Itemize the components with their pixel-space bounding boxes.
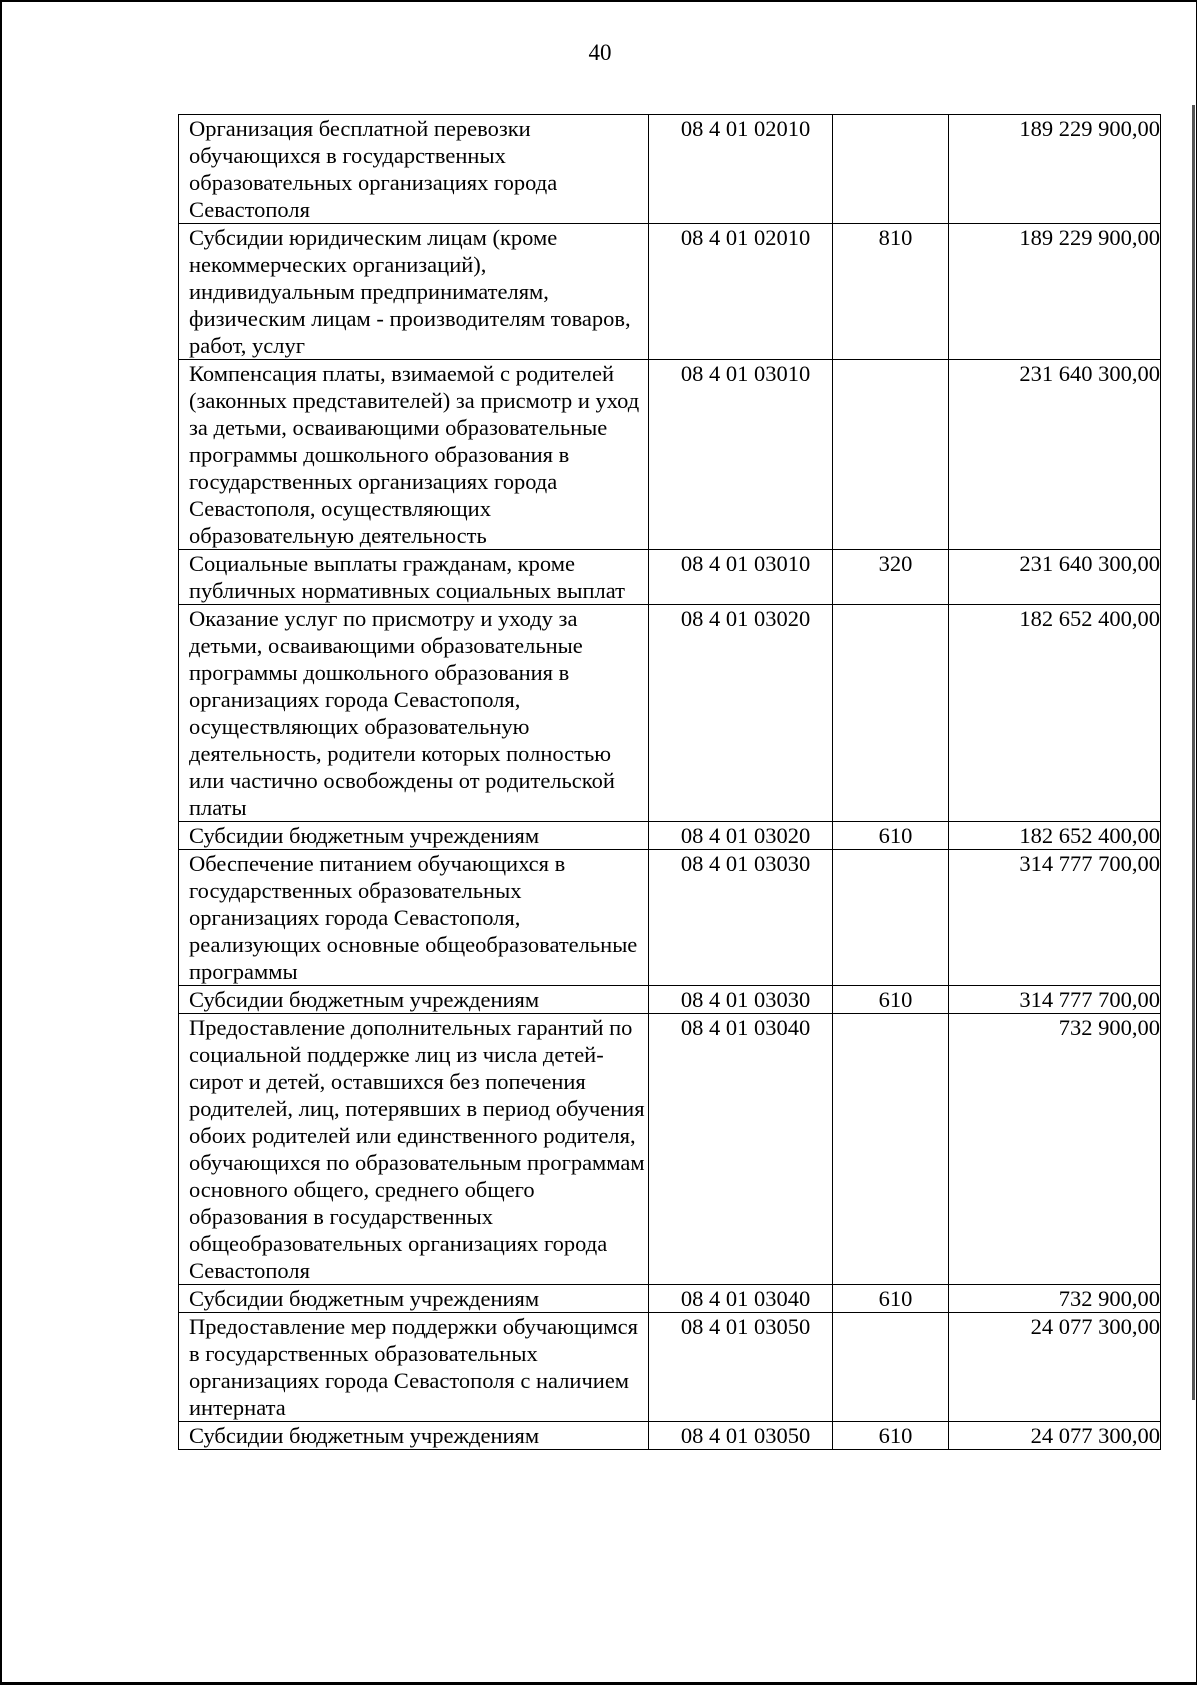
table-row (179, 822, 1161, 850)
target-article-code-cell: 08 4 01 03050 (649, 1422, 833, 1450)
expense-name-cell: Организация бесплатной перевозки обучающихся в государственных образовательных организациях города Севастополя (179, 115, 649, 224)
target-article-code-cell: 08 4 01 03050 (649, 1313, 833, 1422)
table-row (179, 1014, 1161, 1285)
table-row (179, 115, 1161, 224)
expense-type-code-cell (833, 850, 949, 986)
amount-cell: 24 077 300,00 (949, 1313, 1161, 1422)
table-row (179, 850, 1161, 986)
expense-type-code-cell: 610 (833, 822, 949, 850)
page-number: 40 (588, 40, 612, 65)
amount-cell: 189 229 900,00 (949, 115, 1161, 224)
table-row (179, 224, 1161, 360)
expense-name-cell: Оказание услуг по присмотру и уходу за детьми, осваивающими образовательные программы дошкольного образования в организациях города Севастополя, осуществляющих образовательную деятельность, родители которых полностью или частично освобождены от родительской платы (179, 605, 649, 822)
expense-name-cell: Социальные выплаты гражданам, кроме публичных нормативных социальных выплат (179, 550, 649, 605)
expense-name-cell: Субсидии бюджетным учреждениям (179, 822, 649, 850)
target-article-code-cell: 08 4 01 03030 (649, 850, 833, 986)
amount-cell: 231 640 300,00 (949, 360, 1161, 550)
table-row (179, 605, 1161, 822)
expense-name-cell: Субсидии юридическим лицам (кроме некоммерческих организаций), индивидуальным предпринимателям, физическим лицам - производителям товаров, работ, услуг (179, 224, 649, 360)
target-article-code-cell: 08 4 01 02010 (649, 115, 833, 224)
expense-type-code-cell (833, 1313, 949, 1422)
expense-type-code-cell: 610 (833, 1422, 949, 1450)
amount-cell: 314 777 700,00 (949, 850, 1161, 986)
target-article-code-cell: 08 4 01 03020 (649, 605, 833, 822)
amount-cell: 314 777 700,00 (949, 986, 1161, 1014)
expense-type-code-cell (833, 360, 949, 550)
expense-type-code-cell: 320 (833, 550, 949, 605)
expense-name-cell: Субсидии бюджетным учреждениям (179, 1422, 649, 1450)
target-article-code-cell: 08 4 01 03030 (649, 986, 833, 1014)
amount-cell: 182 652 400,00 (949, 822, 1161, 850)
amount-cell: 24 077 300,00 (949, 1422, 1161, 1450)
table-row (179, 1313, 1161, 1422)
scan-edge-shadow (1192, 105, 1195, 1400)
expense-type-code-cell: 610 (833, 986, 949, 1014)
amount-cell: 231 640 300,00 (949, 550, 1161, 605)
expense-name-cell: Предоставление мер поддержки обучающимся в государственных образовательных организациях города Севастополя с наличием интерната (179, 1313, 649, 1422)
target-article-code-cell: 08 4 01 03010 (649, 550, 833, 605)
amount-cell: 182 652 400,00 (949, 605, 1161, 822)
table-row (179, 550, 1161, 605)
amount-cell: 732 900,00 (949, 1285, 1161, 1313)
expense-type-code-cell (833, 605, 949, 822)
expense-type-code-cell: 610 (833, 1285, 949, 1313)
target-article-code-cell: 08 4 01 03020 (649, 822, 833, 850)
expense-name-cell: Субсидии бюджетным учреждениям (179, 986, 649, 1014)
target-article-code-cell: 08 4 01 03010 (649, 360, 833, 550)
table-row (179, 1285, 1161, 1313)
amount-cell: 732 900,00 (949, 1014, 1161, 1285)
target-article-code-cell: 08 4 01 03040 (649, 1014, 833, 1285)
table-row (179, 986, 1161, 1014)
expense-type-code-cell: 810 (833, 224, 949, 360)
expense-type-code-cell (833, 1014, 949, 1285)
table-row (179, 360, 1161, 550)
expense-name-cell: Обеспечение питанием обучающихся в государственных образовательных организациях города Севастополя, реализующих основные общеобразовательные программы (179, 850, 649, 986)
target-article-code-cell: 08 4 01 03040 (649, 1285, 833, 1313)
budget-table-body (179, 115, 1161, 1450)
expense-name-cell: Предоставление дополнительных гарантий по социальной поддержке лиц из числа детей-сирот и детей, оставшихся без попечения родителей, лиц, потерявших в период обучения обоих родителей или единственного родителя, обучающихся по образовательным программам основного общего, среднего общего образования в государственных общеобразовательных организациях города Севастополя (179, 1014, 649, 1285)
budget-table (178, 114, 1161, 1450)
expense-name-cell: Компенсация платы, взимаемой с родителей (законных представителей) за присмотр и уход за детьми, осваивающими образовательные программы дошкольного образования в государственных организациях города Севастополя, осуществляющих образовательную деятельность (179, 360, 649, 550)
expense-name-cell: Субсидии бюджетным учреждениям (179, 1285, 649, 1313)
amount-cell: 189 229 900,00 (949, 224, 1161, 360)
table-row (179, 1422, 1161, 1450)
expense-type-code-cell (833, 115, 949, 224)
target-article-code-cell: 08 4 01 02010 (649, 224, 833, 360)
